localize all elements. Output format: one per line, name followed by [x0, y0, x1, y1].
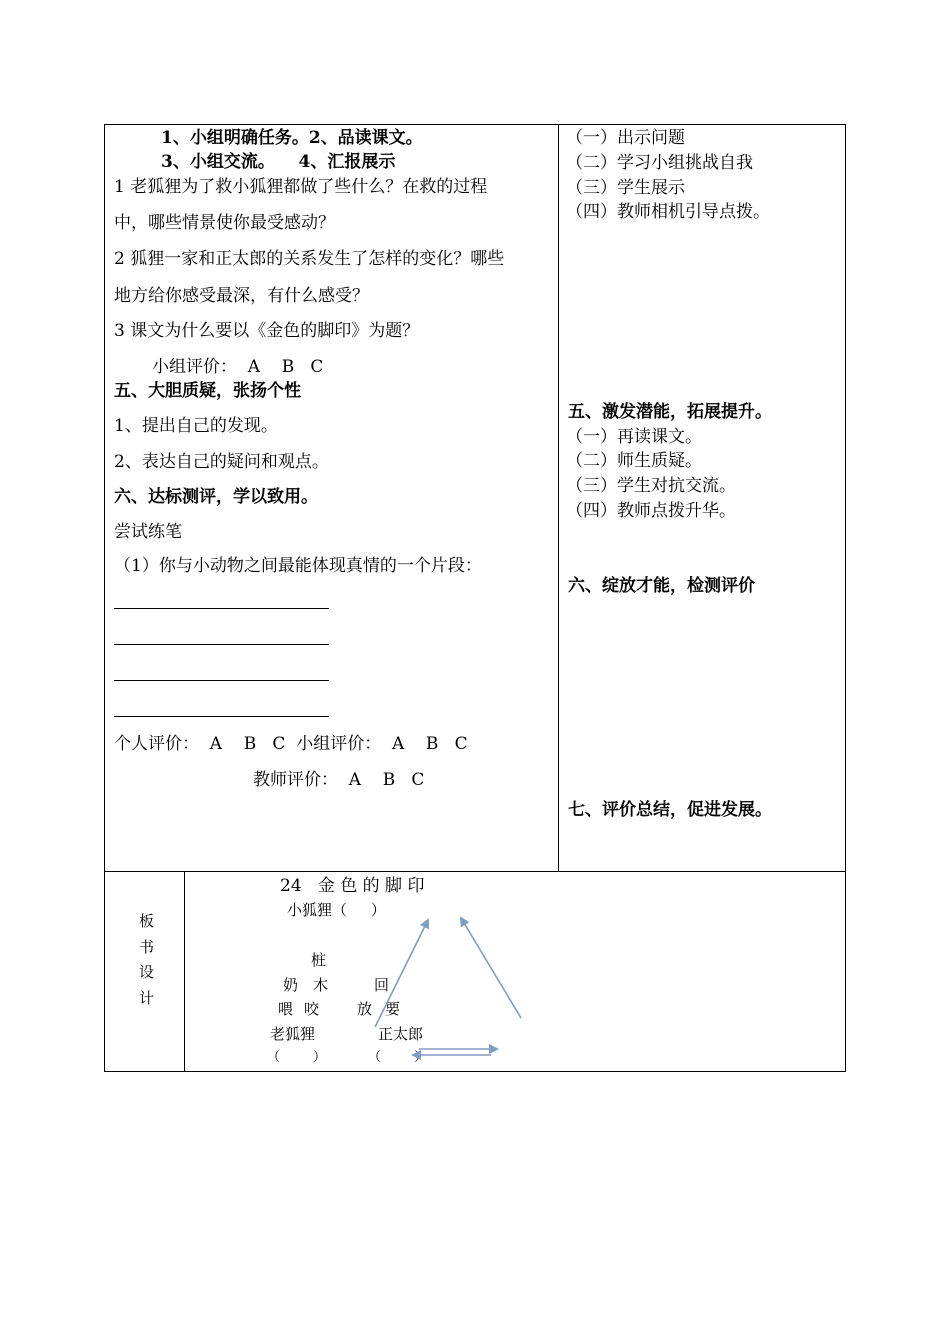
- word-hui: 回: [374, 976, 390, 994]
- word-fang: 放: [357, 1000, 373, 1018]
- section-5-item-2: 2、表达自己的疑问和观点。: [114, 452, 329, 472]
- right-section-7-title: 七、评价总结，促进发展。: [568, 800, 772, 820]
- section-5-title: 五、大胆质疑，张扬个性: [114, 381, 301, 401]
- question-3: 3 课文为什么要以《金色的脚印》为题？: [114, 321, 420, 341]
- evaluation-line-1: 个人评价： A B C 小组评价： A B C: [114, 734, 468, 754]
- node-old-fox: 老狐狸: [270, 1025, 316, 1043]
- steps-line-2: 3、小组交流。 4、汇报展示: [161, 152, 396, 172]
- practice-label: 尝试练笔: [114, 522, 182, 542]
- right-item-1: （一）出示问题: [566, 128, 685, 148]
- arrow-up-right: [461, 918, 521, 1018]
- shotaro-paren: （ ）: [368, 1050, 428, 1065]
- right-item-3: （三）学生展示: [566, 178, 685, 198]
- section-6-title: 六、达标测评，学以致用。: [114, 487, 318, 507]
- question-1-line-a: 1 老狐狸为了救小狐狸都做了些什么？在救的过程: [114, 177, 488, 197]
- word-mu: 木: [313, 976, 329, 994]
- word-zhuang: 桩: [311, 951, 327, 969]
- node-shotaro: 正太郎: [378, 1025, 424, 1043]
- right-section-5-title: 五、激发潜能，拓展提升。: [568, 402, 772, 422]
- board-label-char: 计: [139, 989, 155, 1007]
- arrow-up-left: [375, 920, 428, 1027]
- board-label-char: 设: [139, 963, 155, 981]
- word-yao: 咬: [304, 1000, 320, 1018]
- old-fox-paren: （ ）: [267, 1050, 327, 1065]
- word-yao-2: 要: [385, 1000, 401, 1018]
- word-nai: 奶: [283, 976, 299, 994]
- right-item-2: （二）学习小组挑战自我: [566, 153, 753, 173]
- board-label-char: 书: [139, 938, 155, 956]
- word-wei: 喂: [278, 1000, 294, 1018]
- right-section-5-item-1: （一）再读课文。: [566, 427, 702, 447]
- right-section-5-item-2: （二）师生质疑。: [566, 451, 702, 471]
- right-item-4: （四）教师相机引导点拨。: [566, 202, 770, 222]
- evaluation-line-2: 教师评价： A B C: [253, 770, 425, 790]
- practice-question: （1）你与小动物之间最能体现真情的一个片段：: [114, 556, 482, 576]
- node-little-fox: 小狐狸（ ）: [287, 901, 386, 919]
- right-section-5-item-3: （三）学生对抗交流。: [566, 476, 736, 496]
- board-label-char: 板: [139, 912, 155, 930]
- steps-line-1: 1、小组明确任务。2、品读课文。: [161, 128, 423, 148]
- question-2-line-a: 2 狐狸一家和正太郎的关系发生了怎样的变化？哪些: [114, 249, 505, 269]
- right-section-5-item-4: （四）教师点拨升华。: [566, 501, 736, 521]
- group-evaluation: 小组评价： A B C: [152, 357, 324, 377]
- section-5-item-1: 1、提出自己的发现。: [114, 416, 278, 436]
- right-section-6-title: 六、绽放才能，检测评价: [568, 576, 755, 596]
- question-1-line-b: 中，哪些情景使你最受感动？: [114, 213, 335, 233]
- board-title: 24 金 色 的 脚 印: [280, 876, 425, 896]
- question-2-line-b: 地方给你感受最深，有什么感受？: [114, 286, 369, 306]
